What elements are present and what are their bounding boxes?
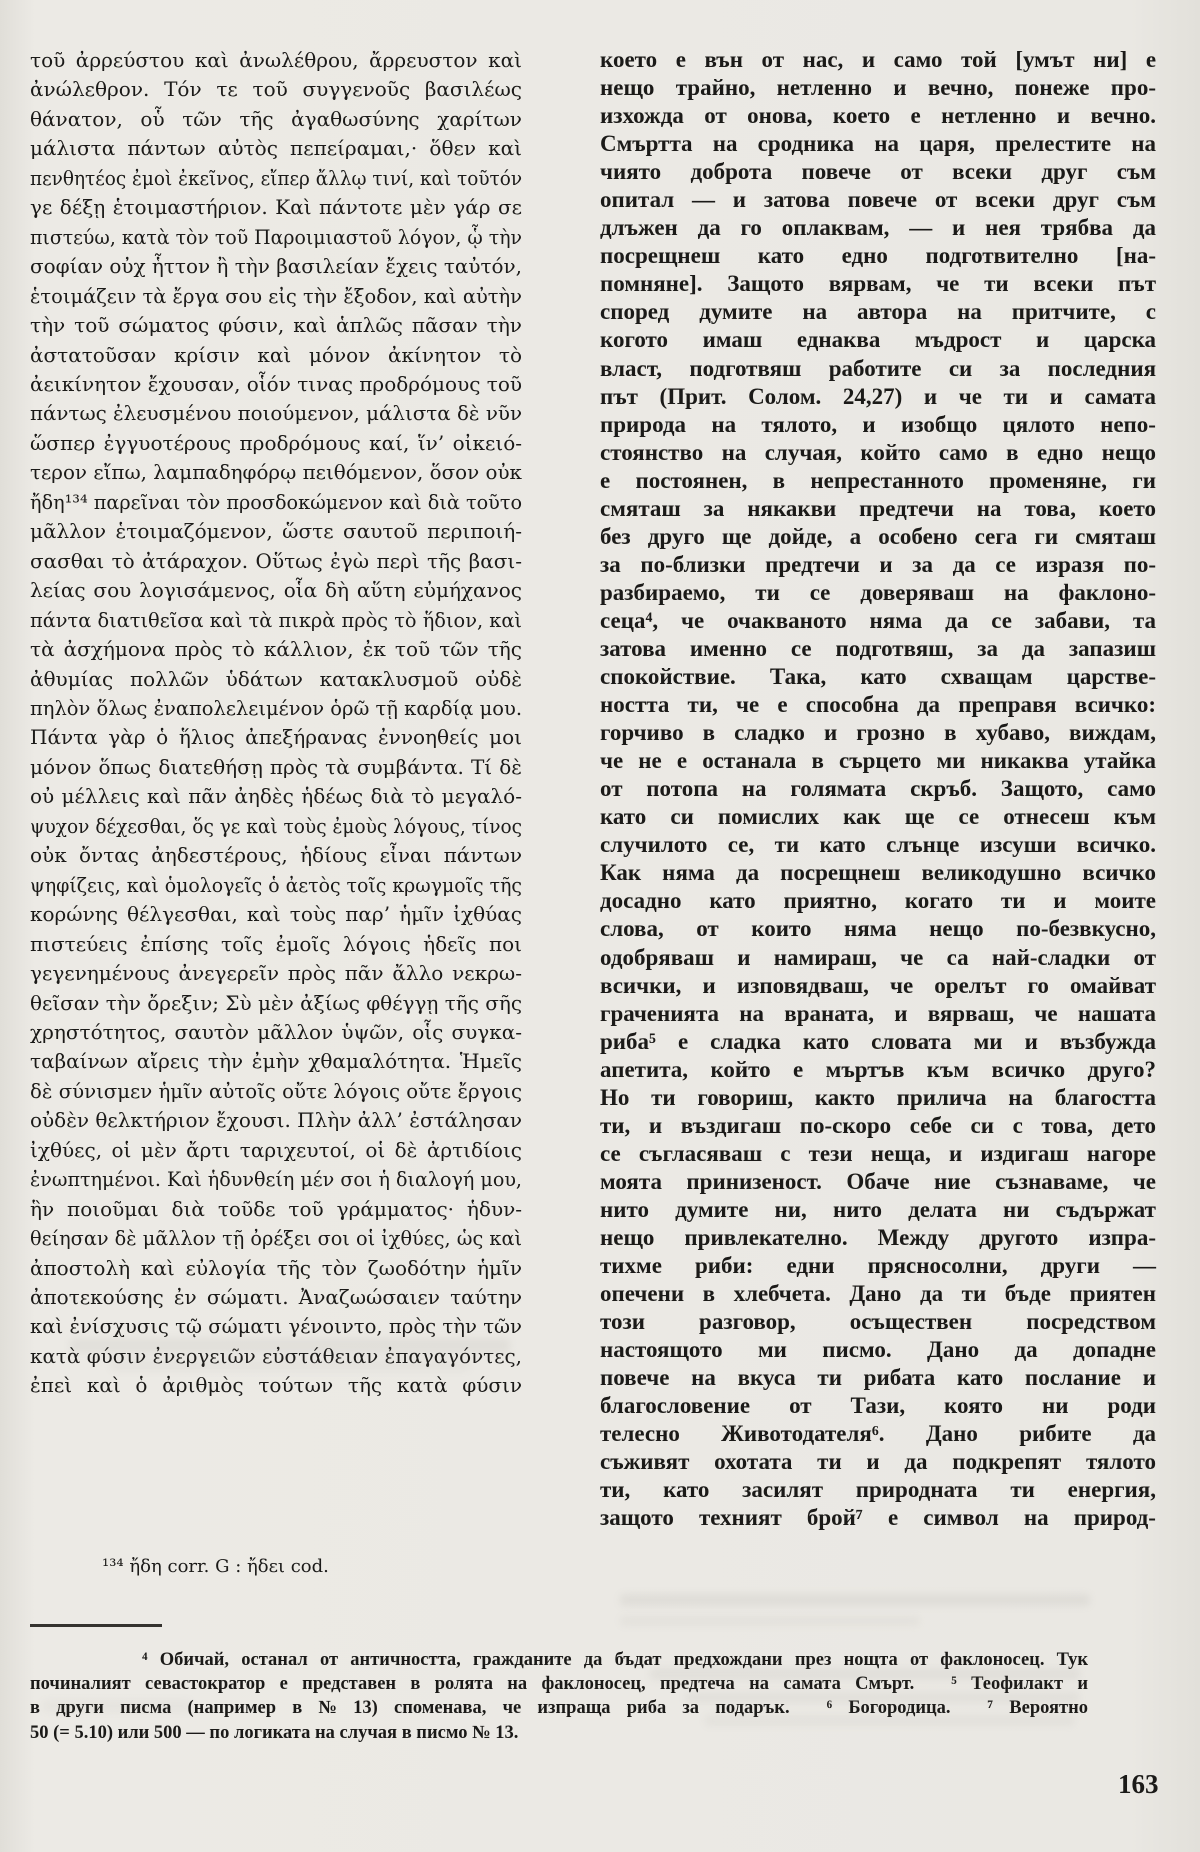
text-line: благословение от Тази, която ни роди <box>600 1393 1157 1419</box>
text-line: δὲ σύνισμεν ἡμῖν αὐτοῖς οὔτε λόγοις οὔτε ἔργοις <box>30 1078 522 1103</box>
text-line: в други писма (например в № 13) споменава, че изпраща риба за подарък. ⁶ Богородица. ⁷ Вероятно <box>30 1698 1089 1719</box>
text-line: τὰ ἀσχήμονα πρὸς τὸ κάλλιον, ἐκ τοῦ τῶν τῆς <box>30 637 522 662</box>
bulgarian-translation-column <box>600 46 1156 1532</box>
critical-apparatus-note: ¹³⁴ ἤδη corr. G : ἤδει cod. <box>102 1556 329 1577</box>
text-line: граченията на враната, и вярваш, че нашата <box>600 1000 1156 1026</box>
text-line: опечени в хлебчета. Дано да ти бъде приятен <box>600 1281 1156 1307</box>
text-line: спокойствие. Така, като схващам царстве- <box>600 664 1156 690</box>
text-line: одобряваш и намираш, че са най-сладки от <box>600 944 1157 970</box>
text-line: според думите на автора на притчите, с <box>600 299 1156 325</box>
bleed-through-mark <box>620 1616 920 1626</box>
text-line: чиято доброта повече от всеки друг съм <box>600 159 1157 185</box>
text-line: Πάντα γὰρ ὁ ἥλιος ἀπεξήρανας ἐννοηθείς μοι <box>30 725 522 750</box>
text-line: μᾶλλον ἑτοιμαζόμενον, ὥστε σαυτοῦ περιποιή- <box>30 519 522 544</box>
text-line: като си помислих как ще се отнесеш към <box>600 804 1157 830</box>
text-line: когото имаш еднаква мъдрост и царска <box>600 327 1156 353</box>
text-line: нито думите ни, нито делата ни съдържат <box>600 1196 1156 1222</box>
text-line: слова, от които няма нещо по-безвкусно, <box>600 916 1156 942</box>
text-line: стоянство на случая, който само в едно нещо <box>600 439 1156 465</box>
text-line: власт, подготвяш работите си за последния <box>600 355 1157 381</box>
text-line: нещо привлекателно. Между другото изпра- <box>600 1224 1157 1250</box>
text-line: ψηφίζεις, καὶ ὁμολογεῖς ὁ ἀετὸς τοῖς κρωγμοῖς τῆς <box>30 872 522 897</box>
text-line: ὥσπερ ἐγγυοτέρους προδρόμους καί, ἵν’ οἰκειό- <box>30 430 523 455</box>
text-line: сеца⁴, че очакваното няма да се забави, та <box>600 607 1156 633</box>
text-line: нещо трайно, нетленно и вечно, понеже про- <box>600 75 1157 101</box>
text-line: повече на вкуса ти рибата като послание и <box>600 1365 1156 1391</box>
text-line: което е вън от нас, и само той [умът ни] е <box>600 47 1157 72</box>
bleed-through-mark <box>685 1692 1080 1703</box>
text-line: всички, и изповядваш, че орелът го омайват <box>600 972 1156 998</box>
greek-text-column <box>30 46 522 1401</box>
text-line: πενθητέος ἐμοὶ ἐκεῖνος, εἴπερ ἄλλῳ τινί, καὶ τοῦτόν <box>30 165 523 190</box>
text-line: ти, и въздигаш по-скоро себе си с това, дето <box>600 1112 1156 1138</box>
text-line: ψυχον δέχεσθαι, ὅς γε καὶ τοὺς ἐμοὺς λόγους, τίνος <box>30 813 523 838</box>
bleed-through-mark <box>705 1715 1075 1726</box>
text-line: починалият севастократор е представен в ролята на факлоносец, предтеча на самата Смърт. ⁵ Теофилакт и <box>30 1674 1089 1695</box>
bleed-through-mark <box>70 1338 510 1353</box>
text-line: разбираемо, ти се доверяваш на факлоно- <box>600 579 1156 605</box>
text-line: помняне]. Защото вярвам, че ти всеки път <box>600 271 1157 297</box>
text-line: ἀστατοῦσαν κρίσιν καὶ μόνον ἀκίνητον τὸ <box>30 342 522 367</box>
text-line: πιστεύεις ἐπίσης τοῖς ἐμοῖς λόγοις ἡδεῖς ποι <box>30 931 522 956</box>
bleed-through-mark <box>620 1594 1090 1606</box>
text-line: ἰχθύες, οἱ μὲν ἄρτι ταριχευτοί, οἱ δὲ ἀρτιδίοις <box>30 1137 522 1162</box>
text-line: съживят охотата ти и да подкрепят тялото <box>600 1449 1156 1475</box>
text-line: ἤδη¹³⁴ παρεῖναι τὸν προσδοκώμενον καὶ διὰ τοῦτο <box>30 489 523 514</box>
text-line: μάλιστα πάντων αὐτὸς πεπείραμαι,· ὅθεν καὶ <box>30 136 523 161</box>
text-line: ἑτοιμάζειν τὰ ἔργα σου εἰς τὴν ἔξοδον, καὶ αὐτὴν <box>30 283 522 308</box>
text-line: ἀποστολὴ καὶ εὐλογία τῆς τὸν ζωοδότην ἡμῖν <box>30 1255 523 1280</box>
text-line: ἀποτεκούσης ἐν σώματι. Ἀναζωώσαιεν ταύτην <box>30 1285 522 1310</box>
text-line: затова именно се подготвяш, за да запазиш <box>600 635 1157 661</box>
text-line: οὐ μέλλεις καὶ πᾶν ἀηδὲς ἡδέως διὰ τὸ μεγαλό- <box>30 784 522 809</box>
text-line: τερον εἴπω, λαμπαδηφόρῳ πειθόμενον, ὅσον οὐκ <box>30 460 522 485</box>
text-line: път (Прит. Солом. 24,27) и че ти и самата <box>600 383 1156 409</box>
bleed-through-mark <box>650 1668 1080 1680</box>
text-line: ността ти, че е способна да преправя всичко: <box>600 692 1157 718</box>
text-line: οὐδὲν θελκτήριον ἔχουσι. Πλὴν ἀλλ’ ἐστάλησαν <box>30 1108 523 1133</box>
text-line: χρηστότητος, σαυτὸν μᾶλλον ὑψῶν, οἷς συγκα- <box>30 1019 522 1044</box>
text-line: е постоянен, в непрестанното променяне, ги <box>600 467 1156 493</box>
text-line: πιστεύω, κατὰ τὸν τοῦ Παροιμιαστοῦ λόγον, ᾧ τὴν <box>30 224 523 249</box>
text-line: природа на тялото, и изобщо цялото непо- <box>600 411 1156 437</box>
text-line: ⁴ Обичай, останал от античността, гражданите да бъдат предхождани през нощта от факлоносец. Тук <box>142 1650 1089 1670</box>
text-line: ἣν ποιοῦμαι διὰ τοῦδε τοῦ γράμματος· ἡδυν- <box>30 1196 523 1221</box>
text-line: γε δέξῃ ἑτοιμαστήριον. Καὶ πάντοτε μὲν γάρ σε <box>30 195 522 220</box>
text-line: защото техният брой⁷ е символ на природ- <box>600 1505 1156 1531</box>
text-line: ти, като засилят природната ти енергия, <box>600 1477 1156 1503</box>
text-line: 50 (= 5.10) или 500 — по логиката на случая в писмо № 13. <box>30 1722 519 1743</box>
text-line: досадно като приятно, когато ти и моите <box>600 888 1156 914</box>
text-line: опитал — и затова повече от всеки друг съм <box>600 187 1156 213</box>
text-line: θεῖσαν τὴν ὄρεξιν; Σὺ μὲν ἀξίως φθέγγῃ τῆς σῆς <box>30 990 522 1015</box>
bleed-through-mark <box>110 1360 470 1371</box>
text-line: без друго ще дойде, а особено сега ги смяташ <box>600 523 1156 549</box>
text-line: ἐνωπτημένοι. Καὶ ἡδυνθείη μέν σοι ἡ διαλογή μου, <box>30 1167 523 1192</box>
text-line: се съгласяваш с тези неща, и издигаш нагоре <box>600 1140 1157 1166</box>
text-line: този разговор, осъществен посредством <box>600 1309 1156 1335</box>
text-line: σοφίαν οὐχ ἧττον ἢ τὴν βασιλείαν ἔχεις ταὐτόν, <box>30 254 523 279</box>
text-line: че не е останала в сърцето ми никаква утайка <box>600 748 1156 774</box>
text-line: изхожда от онова, което е нетленно и вечно. <box>600 103 1157 129</box>
text-line: θείησαν δὲ μᾶλλον τῇ ὀρέξει σοι οἱ ἰχθύες, ὡς καὶ <box>30 1226 523 1251</box>
text-line: λείας σου λογισάμενος, οἷα δὴ αὕτη εὐμήχανος <box>30 578 522 603</box>
text-line: от потопа на голямата скръб. Защото, само <box>600 776 1156 802</box>
text-line: длъжен да го оплаквам, — и нея трябва да <box>600 215 1156 241</box>
text-line: моята принизеност. Обаче ние съзнаваме, че <box>600 1168 1156 1194</box>
text-line: случилото се, ти като слънце изсуши всичко. <box>600 832 1156 858</box>
text-line: апетита, който е мъртъв към всичко друго? <box>600 1056 1156 1082</box>
text-line: τοῦ ἀρρεύστου καὶ ἀνωλέθρου, ἄρρευστον καὶ <box>30 48 522 72</box>
text-line: настоящото ми писмо. Дано да допадне <box>600 1337 1157 1363</box>
text-line: τὴν τοῦ σώματος φύσιν, καὶ ἁπλῶς πᾶσαν τὴν <box>30 313 522 338</box>
bleed-through-mark <box>42 1700 192 1712</box>
text-line: тихме риби: едни прясносолни, други — <box>600 1253 1157 1279</box>
text-line: горчиво в сладко и грозно в хубаво, виждам, <box>600 720 1156 746</box>
text-line: риба⁵ е сладка като словата ми и възбужда <box>600 1028 1156 1054</box>
text-line: πηλὸν ὅλως ἐναπολελειμένον ὁρῶ τῇ καρδίᾳ μου. <box>30 695 523 720</box>
text-line: ἀεικίνητον ἔχουσαν, οἷόν τινας προδρόμους τοῦ <box>30 371 523 396</box>
text-line: телесно Животодателя⁶. Дано рибите да <box>600 1421 1156 1447</box>
text-line: οὐκ ὄντας ἀηδεστέρους, ἡδίους εἶναι πάντων <box>30 843 523 868</box>
text-line: πάντα διατιθεῖσα καὶ τὰ πικρὰ πρὸς τὸ ἥδιον, καὶ <box>30 607 522 632</box>
text-line: μόνον ὅπως διατεθήσῃ πρὸς τὰ συμβάντα. Τί δὲ <box>30 754 523 779</box>
text-line: ἀθυμίας πολλῶν ὑδάτων κατακλυσμοῦ οὐδὲ <box>30 666 523 691</box>
footnote-divider-rule <box>30 1624 162 1627</box>
text-line: Но ти говориш, както прилича на благостта <box>600 1084 1157 1110</box>
text-line: за по-близки предтечи и за да се изразя по- <box>600 551 1156 577</box>
text-line: Как няма да посрещнеш великодушно всичко <box>600 860 1156 886</box>
text-line: смяташ за някакви предтечи на това, което <box>600 495 1156 521</box>
text-line: σασθαι τὸ ἀτάραχον. Οὕτως ἐγὼ περὶ τῆς βασι- <box>30 548 522 573</box>
text-line: посрещнеш като едно подготвително [на- <box>600 243 1157 269</box>
text-line: γεγενημένους ἀνεγερεῖν πρὸς πᾶν ἄλλο νεκρω- <box>30 961 522 986</box>
text-line: κορώνης θέλγεσθαι, καὶ τοὺς παρ’ ἡμῖν ἰχθύας <box>30 902 523 927</box>
text-line: πάντως ἐλευσμένου ποιούμενον, μάλιστα δὲ νῦν <box>30 401 522 426</box>
text-line: θάνατον, οὗ τῶν τῆς ἀγαθωσύνης χαρίτων <box>30 106 522 131</box>
text-line: καὶ ἐνίσχυσις τῷ σώματι γένοιντο, πρὸς τὴν τῶν <box>30 1314 522 1339</box>
page-number: 163 <box>1118 1769 1159 1799</box>
text-line: Смъртта на сродника на царя, прелестите на <box>600 131 1156 157</box>
text-line: ἐπεὶ καὶ ὁ ἀριθμὸς τούτων τῆς κατὰ φύσιν <box>30 1373 523 1398</box>
text-line: ἀνώλεθρον. Τόν τε τοῦ συγγενοῦς βασιλέως <box>30 77 522 102</box>
text-line: κατὰ φύσιν ἐνεργειῶν εὐστάθειαν ἐπαγαγόντες, <box>30 1343 523 1368</box>
text-line: ταβαίνων αἴρεις τὴν ἐμὴν χθαμαλότητα. Ἡμεῖς <box>30 1049 522 1074</box>
